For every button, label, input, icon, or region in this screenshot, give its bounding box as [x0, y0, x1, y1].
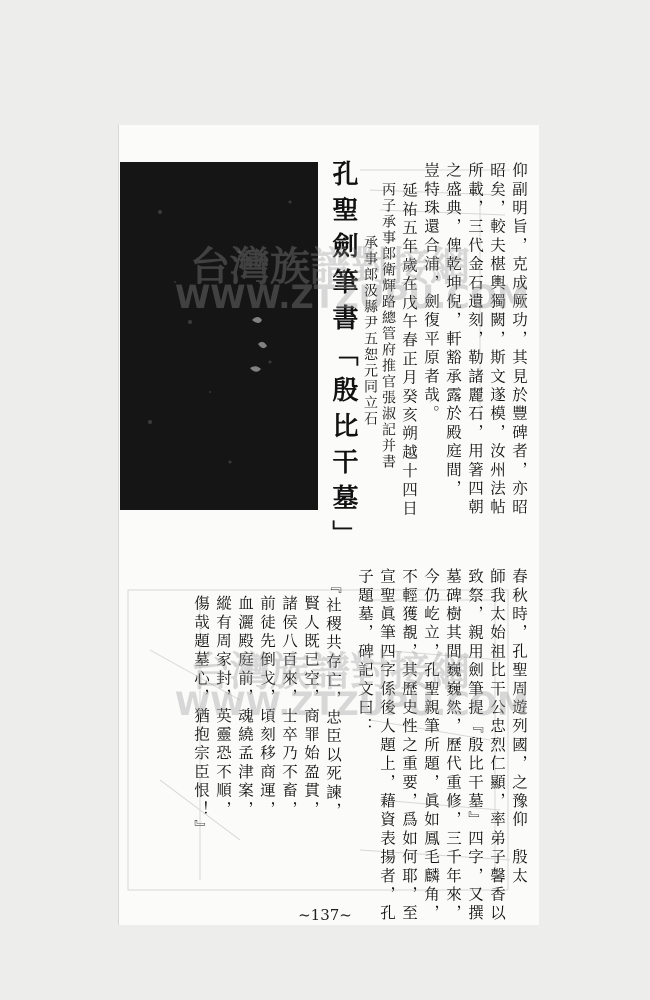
stele-rubbing-image [120, 162, 318, 510]
watermark-text-bottom: 台灣族譜對接網 [190, 649, 470, 695]
bottom-column-6: 不輕獲覩，其歷史性之重要，爲如何耶，至 [400, 568, 418, 924]
poem-line-2: 賢人既已空，商罪始盈貫， [302, 595, 320, 820]
page-number: ~137~ [298, 906, 352, 924]
bottom-column-8: 子題墓，碑記文曰： [356, 568, 374, 737]
bottom-column-3: 致祭，親用劍筆提『殷比干墓』四字，又撰 [466, 568, 484, 924]
poem-line-7: 傷哉題墓心，猶抱宗臣恨！』 [192, 595, 210, 839]
watermark-url-bottom: WWW.ZTZUPU.COM [175, 685, 529, 723]
top-column-7: 丙子承事郎衛輝路總管府推官張淑記并書 [380, 182, 396, 470]
top-column-2: 昭矣，較夫椹輿獨闕，斯文遂模，汝州法帖 [488, 162, 506, 518]
poem-line-6: 縱有周家封，英靈恐不順， [214, 595, 232, 820]
poem-line-4: 前徒先倒戈，頃刻移商運， [258, 595, 276, 820]
watermark-text-top: 台灣族譜對接網 [190, 244, 470, 290]
section-title: 孔聖劍筆書「殷比干墓」 [328, 160, 358, 556]
poem-line-5: 血灑殿庭前，魂繞孟津案， [236, 595, 254, 820]
top-column-6: 延祐五年歲在戊午春正月癸亥朔越十四日 [400, 182, 418, 519]
poem-line-1: 『社稷共存亡，忠臣以死諫， [324, 578, 342, 822]
top-column-4: 之盛典，俾乾坤倪，軒豁承露於殿庭間， [444, 162, 462, 499]
bottom-column-7: 宣聖眞筆四字係後人題上，藉資表揚者，孔 [378, 568, 396, 924]
top-column-5: 豈特珠還合浦，劍復平原者哉。 [422, 162, 440, 424]
top-column-8: 承事郎汲縣尹五恕元同立石 [362, 235, 378, 427]
top-column-1: 仰副明旨，克成厥功，其見於豐碑者，亦昭 [510, 162, 528, 518]
watermark-url-top: WWW.ZTZUPU.COM [175, 278, 529, 316]
poem-line-3: 諸侯八百來，士卒乃不畜， [280, 595, 298, 820]
bottom-column-1: 春秋時，孔聖周遊列國，之豫仰 殷太 [510, 568, 528, 886]
bottom-column-2: 師我太始祖比干公忠烈仁顯，率弟子馨香以 [488, 568, 506, 924]
bottom-column-4: 墓碑樹其間巍巍然，歷代重修，三千年來， [444, 568, 462, 924]
bottom-column-5: 今仍屹立，孔聖親筆所題，眞如鳳毛麟角， [422, 568, 440, 924]
top-column-3: 所載，三代金石遺刻，勒諸麗石，用箸四朝 [466, 162, 484, 518]
